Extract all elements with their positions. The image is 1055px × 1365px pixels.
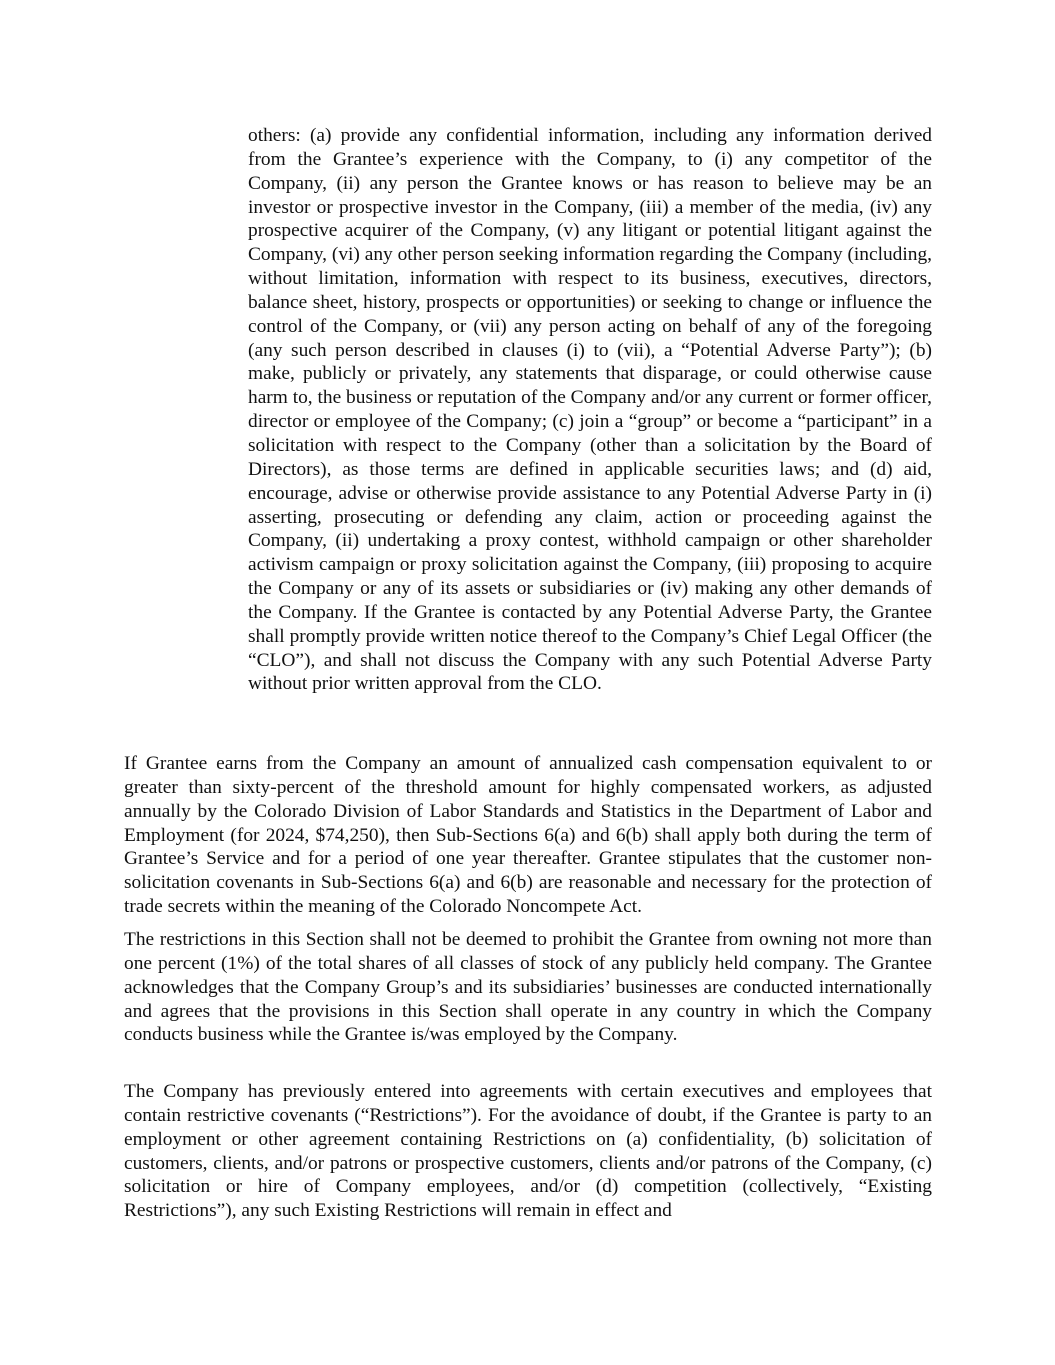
colorado-compensation-paragraph: If Grantee earns from the Company an amount of annualized cash compensation equivalent to or greater than sixty-percent of the threshold amount for highly compensated workers, as adjusted annually by the Colorado Division of Labor Standards and Statistics in the Department of Labor and Employment (for 2024, $74,250), then Sub-Sections 6(a) and 6(b) shall apply both during the term of Grantee’s Service and for a period of one year thereafter. Grantee stipulates that the customer non-solicitation covenants in Sub-Sections 6(a) and 6(b) are reasonable and necessary for the protection of trade secrets within the meaning of the Colorado Noncompete Act.: [124, 753, 932, 918]
indented-clause-paragraph: others: (a) provide any confidential information, including any information derived from the Grantee’s experience with the Company, to (i) any competitor of the Company, (ii) any person the Grantee knows or has reason to believe may be an investor or prospective investor in the Company, (iii) a member of the media, (iv) any prospective acquirer of the Company, (v) any litigant or potential litigant against the Company, (vi) any other person seeking information regarding the Company (including, without limitation, information with respect to its business, executives, directors, balance sheet, history, prospects or opportunities) or seeking to change or influence the control of the Company, or (vii) any person acting on behalf of any of the foregoing (any such person described in clauses (i) to (vii), a “Potential Adverse Party”); (b) make, publicly or privately, any statements that disparage, or could otherwise cause harm to, the business or reputation of the Company and/or any current or former officer, director or employee of the Company; (c) join a “group” or become a “participant” in a solicitation with respect to the Company (other than a solicitation by the Board of Directors), as those terms are defined in applicable securities laws; and (d) aid, encourage, advise or otherwise provide assistance to any Potential Adverse Party in (i) asserting, prosecuting or defending any claim, action or proceeding against the Company, (ii) undertaking a proxy contest, withhold campaign or other shareholder activism campaign or proxy solicitation against the Company, (iii) proposing to acquire the Company or any of its assets or subsidiaries or (iv) making any other demands of the Company. If the Grantee is contacted by any Potential Adverse Party, the Grantee shall promptly provide written notice thereof to the Company’s Chief Legal Officer (the “CLO”), and shall not discuss the Company with any such Potential Adverse Party without prior written approval from the CLO.: [248, 125, 932, 695]
existing-restrictions-paragraph: The Company has previously entered into agreements with certain executives and employees that contain restrictive covenants (“Restrictions”). For the avoidance of doubt, if the Grantee is party to an employment or other agreement containing Restrictions on (a) confidentiality, (b) solicitation of customers, clients, and/or patrons or prospective customers, clients and/or patrons of the Company, (c) solicitation or hire of Company employees, and/or (d) competition (collectively, “Existing Restrictions”), any such Existing Restrictions will remain in effect and: [124, 1081, 932, 1222]
share-ownership-paragraph: The restrictions in this Section shall not be deemed to prohibit the Grantee from owning not more than one percent (1%) of the total shares of all classes of stock of any publicly held company. The Grantee acknowledges that the Company Group’s and its subsidiaries’ businesses are conducted internationally and agrees that the provisions in this Section shall operate in any country in which the Company conducts business while the Grantee is/was employed by the Company.: [124, 929, 932, 1046]
